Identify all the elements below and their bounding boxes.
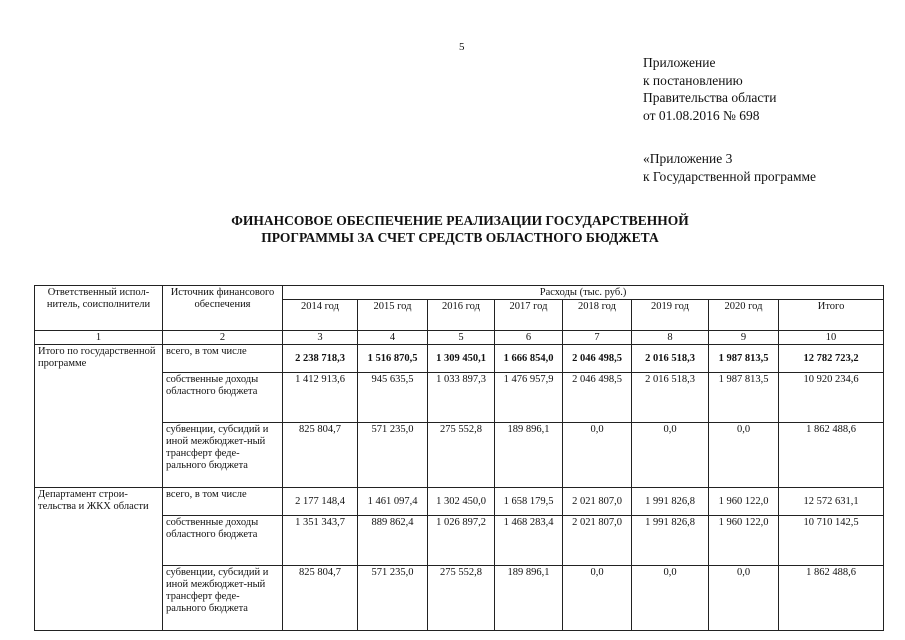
- value-cell: 0,0: [632, 566, 709, 631]
- appendix-line: «Приложение 3: [643, 151, 733, 166]
- value-cell: 10 710 142,5: [779, 516, 884, 566]
- value-cell: 571 235,0: [358, 423, 428, 488]
- value-cell: 1 468 283,4: [495, 516, 563, 566]
- value-cell: 1 302 450,0: [428, 488, 495, 516]
- header-row: [35, 286, 884, 300]
- value-cell: 945 635,5: [358, 373, 428, 423]
- column-number: 2: [163, 331, 283, 345]
- column-number: 9: [709, 331, 779, 345]
- value-cell: 1 666 854,0: [495, 345, 563, 373]
- value-cell: 275 552,8: [428, 566, 495, 631]
- value-cell: 2 238 718,3: [283, 345, 358, 373]
- column-number: 8: [632, 331, 709, 345]
- year-header: 2019 год: [632, 300, 709, 331]
- value-cell: 0,0: [709, 423, 779, 488]
- value-cell: 275 552,8: [428, 423, 495, 488]
- year-header: 2017 год: [495, 300, 563, 331]
- value-cell: 1 658 179,5: [495, 488, 563, 516]
- value-cell: 12 782 723,2: [779, 345, 884, 373]
- value-cell: 1 033 897,3: [428, 373, 495, 423]
- year-header: 2015 год: [358, 300, 428, 331]
- appendix-block: [643, 54, 816, 185]
- appendix-line: Приложение: [643, 55, 716, 70]
- value-cell: 571 235,0: [358, 566, 428, 631]
- value-cell: 2 021 807,0: [563, 516, 632, 566]
- value-cell: 825 804,7: [283, 423, 358, 488]
- value-cell: 1 991 826,8: [632, 516, 709, 566]
- source-header: Источник финансового обеспечения: [163, 286, 283, 331]
- value-cell: 1 026 897,2: [428, 516, 495, 566]
- source-cell: субвенции, субсидий и иной межбюджет-ный трансферт феде-рального бюджета: [163, 566, 283, 631]
- value-cell: 825 804,7: [283, 566, 358, 631]
- table-row: [35, 488, 884, 516]
- column-numbers-row: [35, 331, 884, 345]
- table-row: [35, 373, 884, 423]
- document-title: [150, 212, 770, 246]
- executor-cell: Итого по государственной программе: [35, 345, 163, 488]
- value-cell: 1 309 450,1: [428, 345, 495, 373]
- budget-table: [34, 285, 884, 631]
- value-cell: 1 476 957,9: [495, 373, 563, 423]
- appendix-line: к постановлению: [643, 72, 743, 88]
- value-cell: 1 960 122,0: [709, 488, 779, 516]
- value-cell: 0,0: [632, 423, 709, 488]
- column-number: 3: [283, 331, 358, 345]
- column-number: 7: [563, 331, 632, 345]
- year-header: 2016 год: [428, 300, 495, 331]
- value-cell: 189 896,1: [495, 566, 563, 631]
- executor-cell: Департамент строи-тельства и ЖКХ области: [35, 488, 163, 631]
- value-cell: 889 862,4: [358, 516, 428, 566]
- title-line: ПРОГРАММЫ ЗА СЧЕТ СРЕДСТВ ОБЛАСТНОГО БЮДЖЕТА: [261, 230, 659, 245]
- column-number: 1: [35, 331, 163, 345]
- value-cell: 12 572 631,1: [779, 488, 884, 516]
- value-cell: 2 016 518,3: [632, 373, 709, 423]
- appendix-line: от 01.08.2016 № 698: [643, 107, 760, 123]
- value-cell: 2 021 807,0: [563, 488, 632, 516]
- year-header: Итого: [779, 300, 884, 331]
- value-cell: 0,0: [563, 566, 632, 631]
- column-number: 4: [358, 331, 428, 345]
- value-cell: 1 461 097,4: [358, 488, 428, 516]
- appendix-line: к Государственной программе: [643, 168, 817, 184]
- source-cell: всего, в том числе: [163, 488, 283, 516]
- value-cell: 1 862 488,6: [779, 566, 884, 631]
- value-cell: 1 987 813,5: [709, 373, 779, 423]
- table-row: [35, 516, 884, 566]
- value-cell: 1 991 826,8: [632, 488, 709, 516]
- source-cell: собственные доходы областного бюджета: [163, 516, 283, 566]
- value-cell: 1 412 913,6: [283, 373, 358, 423]
- value-cell: 2 046 498,5: [563, 373, 632, 423]
- table-row: [35, 566, 884, 631]
- year-header: 2014 год: [283, 300, 358, 331]
- value-cell: 1 987 813,5: [709, 345, 779, 373]
- table-row: [35, 345, 884, 373]
- value-cell: 0,0: [709, 566, 779, 631]
- value-cell: 0,0: [563, 423, 632, 488]
- value-cell: 189 896,1: [495, 423, 563, 488]
- year-header: 2020 год: [709, 300, 779, 331]
- appendix-line: Правительства области: [643, 90, 777, 105]
- value-cell: 2 046 498,5: [563, 345, 632, 373]
- value-cell: 1 351 343,7: [283, 516, 358, 566]
- year-header: 2018 год: [563, 300, 632, 331]
- value-cell: 10 920 234,6: [779, 373, 884, 423]
- value-cell: 2 016 518,3: [632, 345, 709, 373]
- source-cell: всего, в том числе: [163, 345, 283, 373]
- column-number: 6: [495, 331, 563, 345]
- source-cell: собственные доходы областного бюджета: [163, 373, 283, 423]
- expenses-header: Расходы (тыс. руб.): [283, 286, 884, 300]
- value-cell: 1 862 488,6: [779, 423, 884, 488]
- source-cell: субвенции, субсидий и иной межбюджет-ный трансферт феде-рального бюджета: [163, 423, 283, 488]
- title-line: ФИНАНСОВОЕ ОБЕСПЕЧЕНИЕ РЕАЛИЗАЦИИ ГОСУДАРСТВЕННОЙ: [231, 213, 689, 228]
- value-cell: 1 960 122,0: [709, 516, 779, 566]
- column-number: 5: [428, 331, 495, 345]
- page-number: 5: [459, 41, 465, 53]
- executor-header: Ответственный испол-нитель, соисполнители: [35, 286, 163, 331]
- value-cell: 2 177 148,4: [283, 488, 358, 516]
- column-number: 10: [779, 331, 884, 345]
- table-row: [35, 423, 884, 488]
- value-cell: 1 516 870,5: [358, 345, 428, 373]
